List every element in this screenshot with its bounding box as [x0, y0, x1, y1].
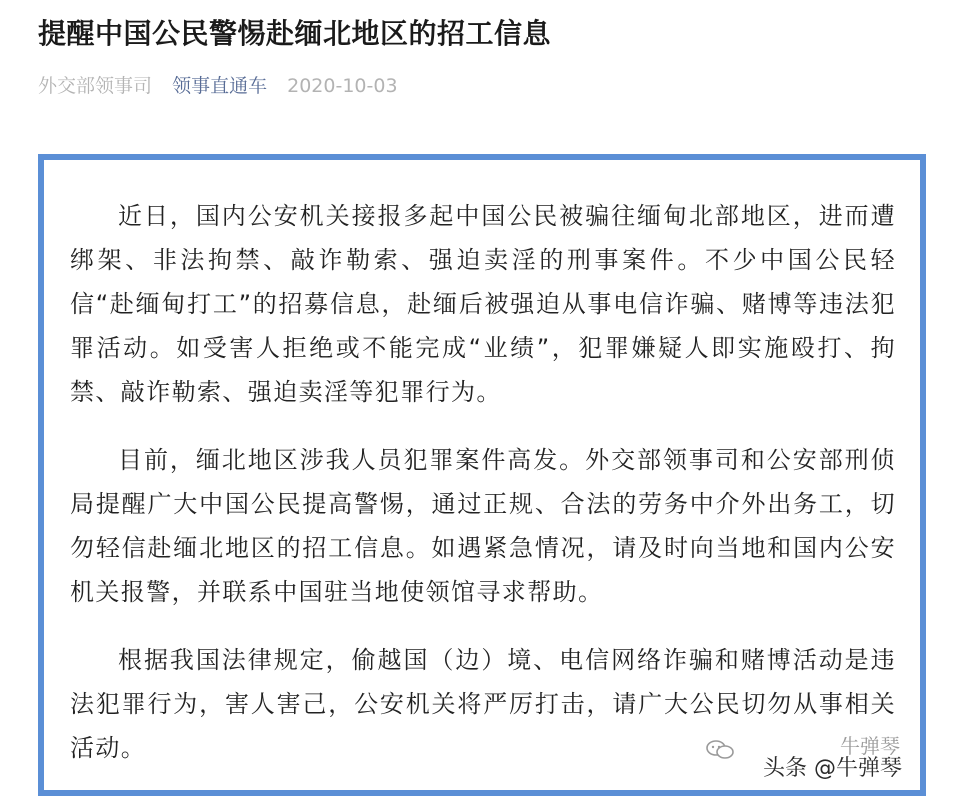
publish-date: 2020-10-03	[287, 75, 398, 97]
notice-paragraph-2: 目前，缅北地区涉我人员犯罪案件高发。外交部领事司和公安部刑侦局提醒广大中国公民提高警惕，通过正规、合法的劳务中介外出务工，切勿轻信赴缅北地区的招工信息。如遇紧急情况，请及时向当地和国内公安机关报警，并联系中国驻当地使领馆寻求帮助。	[70, 446, 896, 606]
notice-box	[38, 154, 926, 796]
notice-paragraph-1: 近日，国内公安机关接报多起中国公民被骗往缅甸北部地区，进而遭绑架、非法拘禁、敲诈勒索、强迫卖淫的刑事案件。不少中国公民轻信“赴缅甸打工”的招募信息，赴缅后被强迫从事电信诈骗、赌博等违法犯罪活动。如受害人拒绝或不能完成“业绩”，犯罪嫌疑人即实施殴打、拘禁、敲诈勒索、强迫卖淫等犯罪行为。	[70, 202, 896, 406]
article-title: 提醒中国公民警惕赴缅北地区的招工信息	[38, 17, 552, 50]
watermark	[706, 730, 902, 782]
notice-paragraph-3: 根据我国法律规定，偷越国（边）境、电信网络诈骗和赌博活动是违法犯罪行为，害人害己，公安机关将严厉打击，请广大公民切勿从事相关活动。	[70, 646, 896, 762]
wechat-icon	[706, 740, 734, 760]
watermark-faded-text: 牛弹琴	[840, 734, 900, 758]
article-meta	[38, 72, 412, 100]
article-source: 外交部领事司	[38, 75, 153, 97]
watermark-main-text: 头条 @牛弹琴	[763, 756, 902, 781]
watermark-text-stack	[742, 730, 902, 782]
account-link[interactable]: 领事直通车	[172, 75, 268, 97]
